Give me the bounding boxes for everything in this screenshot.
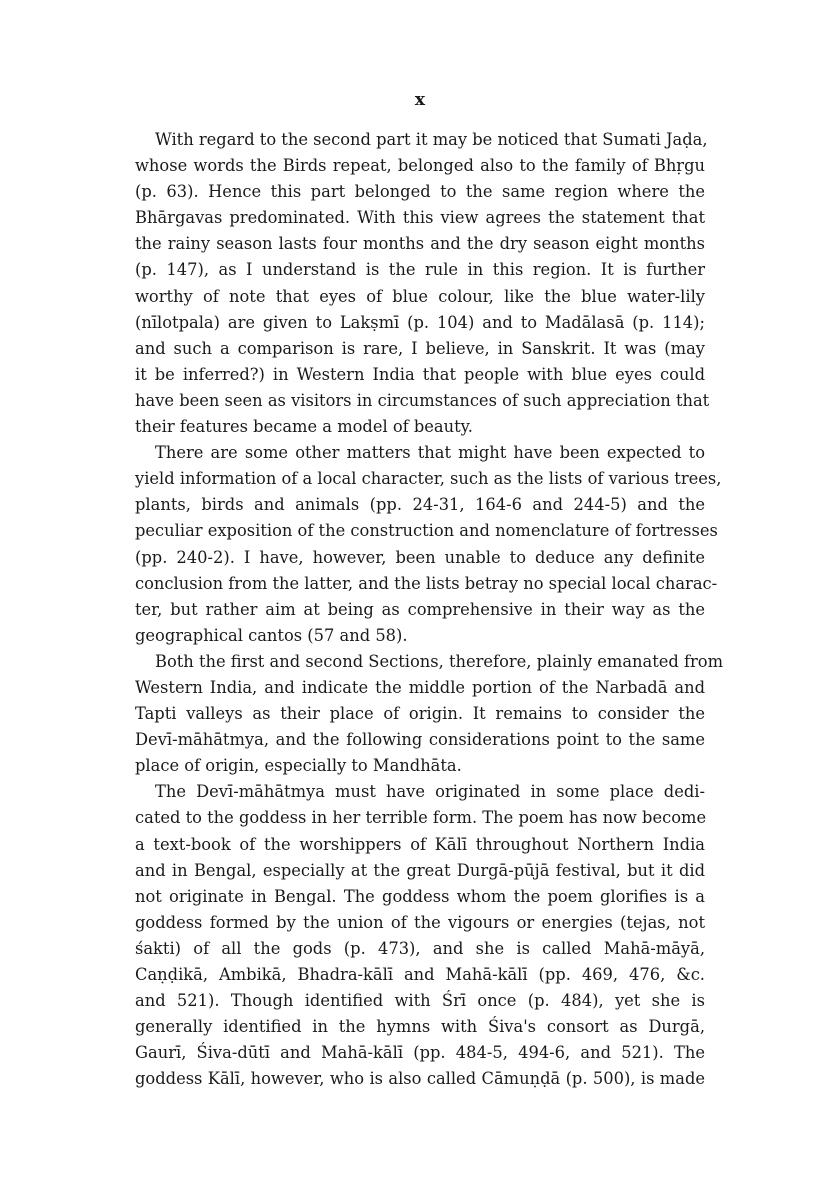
text-line: worthy of note that eyes of blue colour, like the blue water-lily <box>135 286 705 306</box>
text-line: With regard to the second part it may be noticed that Sumati Jaḍa, <box>155 130 708 149</box>
text-line: (nīlotpala) are given to Lakṣmī (p. 104) and to Madālasā (p. 114); <box>135 312 705 332</box>
text-line: and 521). Though identified with Śrī once (p. 484), yet she is <box>135 991 705 1011</box>
text-line: goddess Kālī, however, who is also called Cāmuṇḍā (p. 500), is made <box>135 1069 705 1089</box>
page-number: x <box>414 90 426 110</box>
text-line: the rainy season lasts four months and the dry season eight months <box>135 234 705 254</box>
text-line: Tapti valleys as their place of origin. It remains to consider the <box>135 704 705 724</box>
text-line: a text-book of the worshippers of Kālī throughout Northern India <box>135 834 705 854</box>
text-line: goddess formed by the union of the vigours or energies (tejas, not <box>135 912 705 932</box>
text-line: geographical cantos (57 and 58). <box>135 625 408 645</box>
text-line: their features became a model of beauty. <box>135 417 473 437</box>
text-line: yield information of a local character, such as the lists of various trees, <box>135 469 722 489</box>
text-line: generally identified in the hymns with Śiva's consort as Durgā, <box>135 1017 705 1037</box>
text-line: The Devī-māhātmya must have originated in some place dedi- <box>155 782 705 802</box>
text-line: (p. 63). Hence this part belonged to the same region where the <box>135 182 705 202</box>
text-line: There are some other matters that might have been expected to <box>155 443 705 463</box>
text-line: ter, but rather aim at being as comprehensive in their way as the <box>135 599 705 619</box>
text-line: śakti) of all the gods (p. 473), and she is called Mahā-māyā, <box>135 938 705 958</box>
text-line: whose words the Birds repeat, belonged also to the family of Bhṛgu <box>135 156 705 176</box>
paragraph-1 <box>135 127 710 440</box>
paragraph-2 <box>135 440 722 649</box>
text-line: Devī-māhātmya, and the following considerations point to the same <box>135 730 705 750</box>
text-line: conclusion from the latter, and the lists betray no special local charac- <box>135 573 718 593</box>
text-line: Bhārgavas predominated. With this view agrees the statement that <box>135 208 705 228</box>
text-line: plants, birds and animals (pp. 24-31, 164-6 and 244-5) and the <box>135 495 705 515</box>
text-line: Caṇḍikā, Ambikā, Bhadra-kālī and Mahā-kālī (pp. 469, 476, &c. <box>135 965 705 984</box>
text-line: (p. 147), as I understand is the rule in this region. It is further <box>135 260 705 280</box>
text-line: place of origin, especially to Mandhāta. <box>135 756 462 776</box>
paragraph-4 <box>135 779 705 1092</box>
text-line: it be inferred?) in Western India that people with blue eyes could <box>135 364 705 384</box>
text-line: and in Bengal, especially at the great Durgā-pūjā festival, but it did <box>135 860 705 880</box>
text-line: Western India, and indicate the middle portion of the Narbadā and <box>135 677 705 697</box>
text-line: cated to the goddess in her terrible form. The poem has now become <box>135 808 707 828</box>
text-line: (pp. 240-2). I have, however, been unable to deduce any definite <box>135 547 705 567</box>
text-line: peculiar exposition of the construction and nomenclature of fortresses <box>135 521 718 541</box>
paragraph-3 <box>135 649 724 779</box>
text-line: Gaurī, Śiva-dūtī and Mahā-kālī (pp. 484-5, 494-6, and 521). The <box>135 1043 705 1063</box>
text-line: have been seen as visitors in circumstances of such appreciation that <box>135 390 710 410</box>
text-line: Both the first and second Sections, therefore, plainly emanated from <box>155 651 724 671</box>
text-line: not originate in Bengal. The goddess whom the poem glorifies is a <box>135 886 705 906</box>
body-text <box>135 127 724 1092</box>
text-line: and such a comparison is rare, I believe, in Sanskrit. It was (may <box>135 338 705 358</box>
